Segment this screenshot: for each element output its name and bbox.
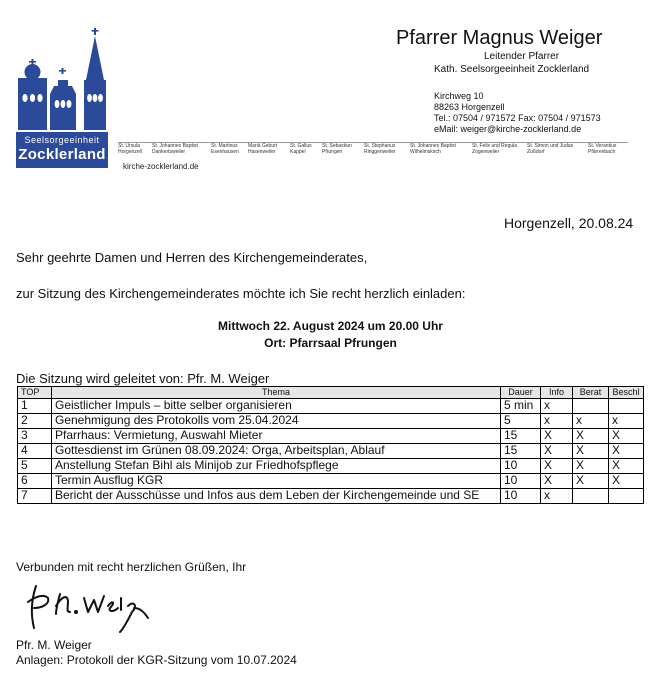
cell-berat: X bbox=[573, 474, 609, 489]
cell-top: 3 bbox=[18, 429, 52, 444]
header-info: Info bbox=[541, 387, 573, 399]
cell-beschl: X bbox=[609, 474, 644, 489]
parish-place: Pfärrenbach bbox=[588, 149, 616, 155]
cell-thema: Pfarrhaus: Vermietung, Auswahl Mieter bbox=[52, 429, 501, 444]
agenda-row bbox=[18, 459, 644, 474]
cell-beschl: X bbox=[609, 459, 644, 474]
cell-top: 7 bbox=[18, 489, 52, 504]
cell-info: x bbox=[541, 414, 573, 429]
signer-name: Pfr. M. Weiger bbox=[16, 638, 92, 652]
cell-top: 5 bbox=[18, 459, 52, 474]
cell-top: 4 bbox=[18, 444, 52, 459]
parish-place: Dankertsweiler bbox=[152, 149, 186, 155]
cell-top: 6 bbox=[18, 474, 52, 489]
parish-item bbox=[364, 143, 396, 155]
cell-dauer: 15 bbox=[501, 444, 541, 459]
parish-church: St. Johannes Baptist bbox=[152, 143, 198, 149]
parish-place: Hasenweiler bbox=[248, 149, 276, 155]
cell-info: X bbox=[541, 474, 573, 489]
letter-date: Horgenzell, 20.08.24 bbox=[504, 215, 634, 231]
parish-item bbox=[290, 143, 312, 155]
cell-berat bbox=[573, 399, 609, 414]
greeting: Sehr geehrte Damen und Herren des Kirchengemeinderates, bbox=[16, 250, 368, 265]
cell-info: x bbox=[541, 489, 573, 504]
website-link[interactable]: kirche-zocklerland.de bbox=[123, 162, 199, 171]
parish-church: St. Verantius bbox=[588, 143, 617, 149]
parish-church: St. Gallus bbox=[290, 143, 312, 149]
agenda-row bbox=[18, 444, 644, 459]
header-thema: Thema bbox=[52, 387, 501, 399]
meeting-location: Ort: Pfarrsaal Pfrungen bbox=[264, 336, 397, 350]
header-dauer: Dauer bbox=[501, 387, 541, 399]
cell-info: X bbox=[541, 459, 573, 474]
header-beschl: Beschl bbox=[609, 387, 644, 399]
parish-church: St. Felix und Regula bbox=[472, 143, 518, 149]
meeting-datetime: Mittwoch 22. August 2024 um 20.00 Uhr bbox=[218, 319, 443, 333]
logo-band bbox=[16, 132, 108, 168]
agenda-header-row bbox=[18, 387, 644, 399]
cell-beschl: X bbox=[609, 444, 644, 459]
parish-place: Kappel bbox=[290, 149, 306, 155]
cell-top: 1 bbox=[18, 399, 52, 414]
parish-church: St. Johannes Baptist bbox=[410, 143, 456, 149]
parish-item bbox=[472, 143, 517, 155]
cell-berat: X bbox=[573, 444, 609, 459]
sender-role: Leitender Pfarrer bbox=[484, 51, 560, 62]
agenda-table bbox=[17, 386, 644, 504]
sender-name: Pfarrer Magnus Weiger bbox=[396, 27, 603, 49]
cell-dauer: 10 bbox=[501, 459, 541, 474]
agenda-row bbox=[18, 399, 644, 414]
parish-item bbox=[588, 143, 616, 155]
address-city: 88263 Horgenzell bbox=[434, 102, 505, 112]
agenda-row bbox=[18, 474, 644, 489]
agenda-row bbox=[18, 489, 644, 504]
parish-place: Zogenweiler bbox=[472, 149, 500, 155]
sender-organization: Kath. Seelsorgeeinheit Zocklerland bbox=[434, 64, 590, 75]
cell-info: X bbox=[541, 444, 573, 459]
closing-text: Verbunden mit recht herzlichen Grüßen, Ihr bbox=[16, 560, 247, 574]
header-top: TOP bbox=[18, 387, 52, 399]
cell-berat: x bbox=[573, 414, 609, 429]
cell-dauer: 5 min bbox=[501, 399, 541, 414]
parish-item bbox=[410, 143, 456, 155]
cell-thema: Gottesdienst im Grünen 08.09.2024: Orga, Arbeitsplan, Ablauf bbox=[52, 444, 501, 459]
agenda-row bbox=[18, 414, 644, 429]
parish-place: Zußdorf bbox=[527, 149, 545, 155]
meeting-chair: Die Sitzung wird geleitet von: Pfr. M. Weiger bbox=[16, 371, 270, 386]
parish-church: St. Sebastian bbox=[322, 143, 352, 149]
logo-line2: Zocklerland bbox=[18, 146, 106, 163]
handwritten-signature bbox=[24, 578, 154, 636]
cell-berat: X bbox=[573, 459, 609, 474]
parish-place: Horgenzell bbox=[118, 149, 142, 155]
cell-dauer: 10 bbox=[501, 474, 541, 489]
cell-berat bbox=[573, 489, 609, 504]
logo-line1: Seelsorgeeinheit bbox=[24, 135, 100, 145]
cell-thema: Geistlicher Impuls – bitte selber organisieren bbox=[52, 399, 501, 414]
parish-place: Wilhelmskirch bbox=[410, 149, 441, 155]
attachments-note: Anlagen: Protokoll der KGR-Sitzung vom 10.07.2024 bbox=[16, 653, 297, 667]
parish-church: St. Martinus bbox=[211, 143, 238, 149]
cell-thema: Genehmigung des Protokolls vom 25.04.2024 bbox=[52, 414, 501, 429]
cell-thema: Termin Ausflug KGR bbox=[52, 474, 501, 489]
cell-dauer: 5 bbox=[501, 414, 541, 429]
invitation-text: zur Sitzung des Kirchengemeinderates möchte ich Sie recht herzlich einladen: bbox=[16, 286, 466, 301]
parish-church: Mariä Geburt bbox=[248, 143, 278, 149]
cell-info: x bbox=[541, 399, 573, 414]
agenda-row bbox=[18, 429, 644, 444]
parish-item bbox=[118, 143, 142, 155]
cell-info: X bbox=[541, 429, 573, 444]
parish-item bbox=[211, 143, 239, 155]
cell-top: 2 bbox=[18, 414, 52, 429]
cell-beschl: x bbox=[609, 414, 644, 429]
parish-item bbox=[248, 143, 277, 155]
cell-dauer: 10 bbox=[501, 489, 541, 504]
parish-place: Ringgenweiler bbox=[364, 149, 396, 155]
parish-place: Pfrungen bbox=[322, 149, 343, 155]
parish-item bbox=[322, 143, 352, 155]
contact-email[interactable]: eMail: weiger@kirche-zocklerland.de bbox=[434, 124, 582, 134]
parish-church: St. Stephanus bbox=[364, 143, 396, 149]
cell-beschl: X bbox=[609, 429, 644, 444]
parish-item bbox=[152, 143, 198, 155]
cell-thema: Anstellung Stefan Bihl als Minijob zur Friedhofspflege bbox=[52, 459, 501, 474]
parish-item bbox=[527, 143, 573, 155]
cell-thema: Bericht der Ausschüsse und Infos aus dem Leben der Kirchengemeinde und SE bbox=[52, 489, 501, 504]
cell-dauer: 15 bbox=[501, 429, 541, 444]
header-berat: Berat bbox=[573, 387, 609, 399]
parish-place: Esenhausen bbox=[211, 149, 239, 155]
contact-phone: Tel.: 07504 / 971572 Fax: 07504 / 971573 bbox=[434, 113, 601, 123]
cell-beschl bbox=[609, 489, 644, 504]
cell-berat: X bbox=[573, 429, 609, 444]
cell-beschl bbox=[609, 399, 644, 414]
parish-church: St. Ursula bbox=[118, 143, 140, 149]
address-street: Kirchweg 10 bbox=[434, 91, 484, 101]
parish-church: St. Simon und Judas bbox=[527, 143, 574, 149]
